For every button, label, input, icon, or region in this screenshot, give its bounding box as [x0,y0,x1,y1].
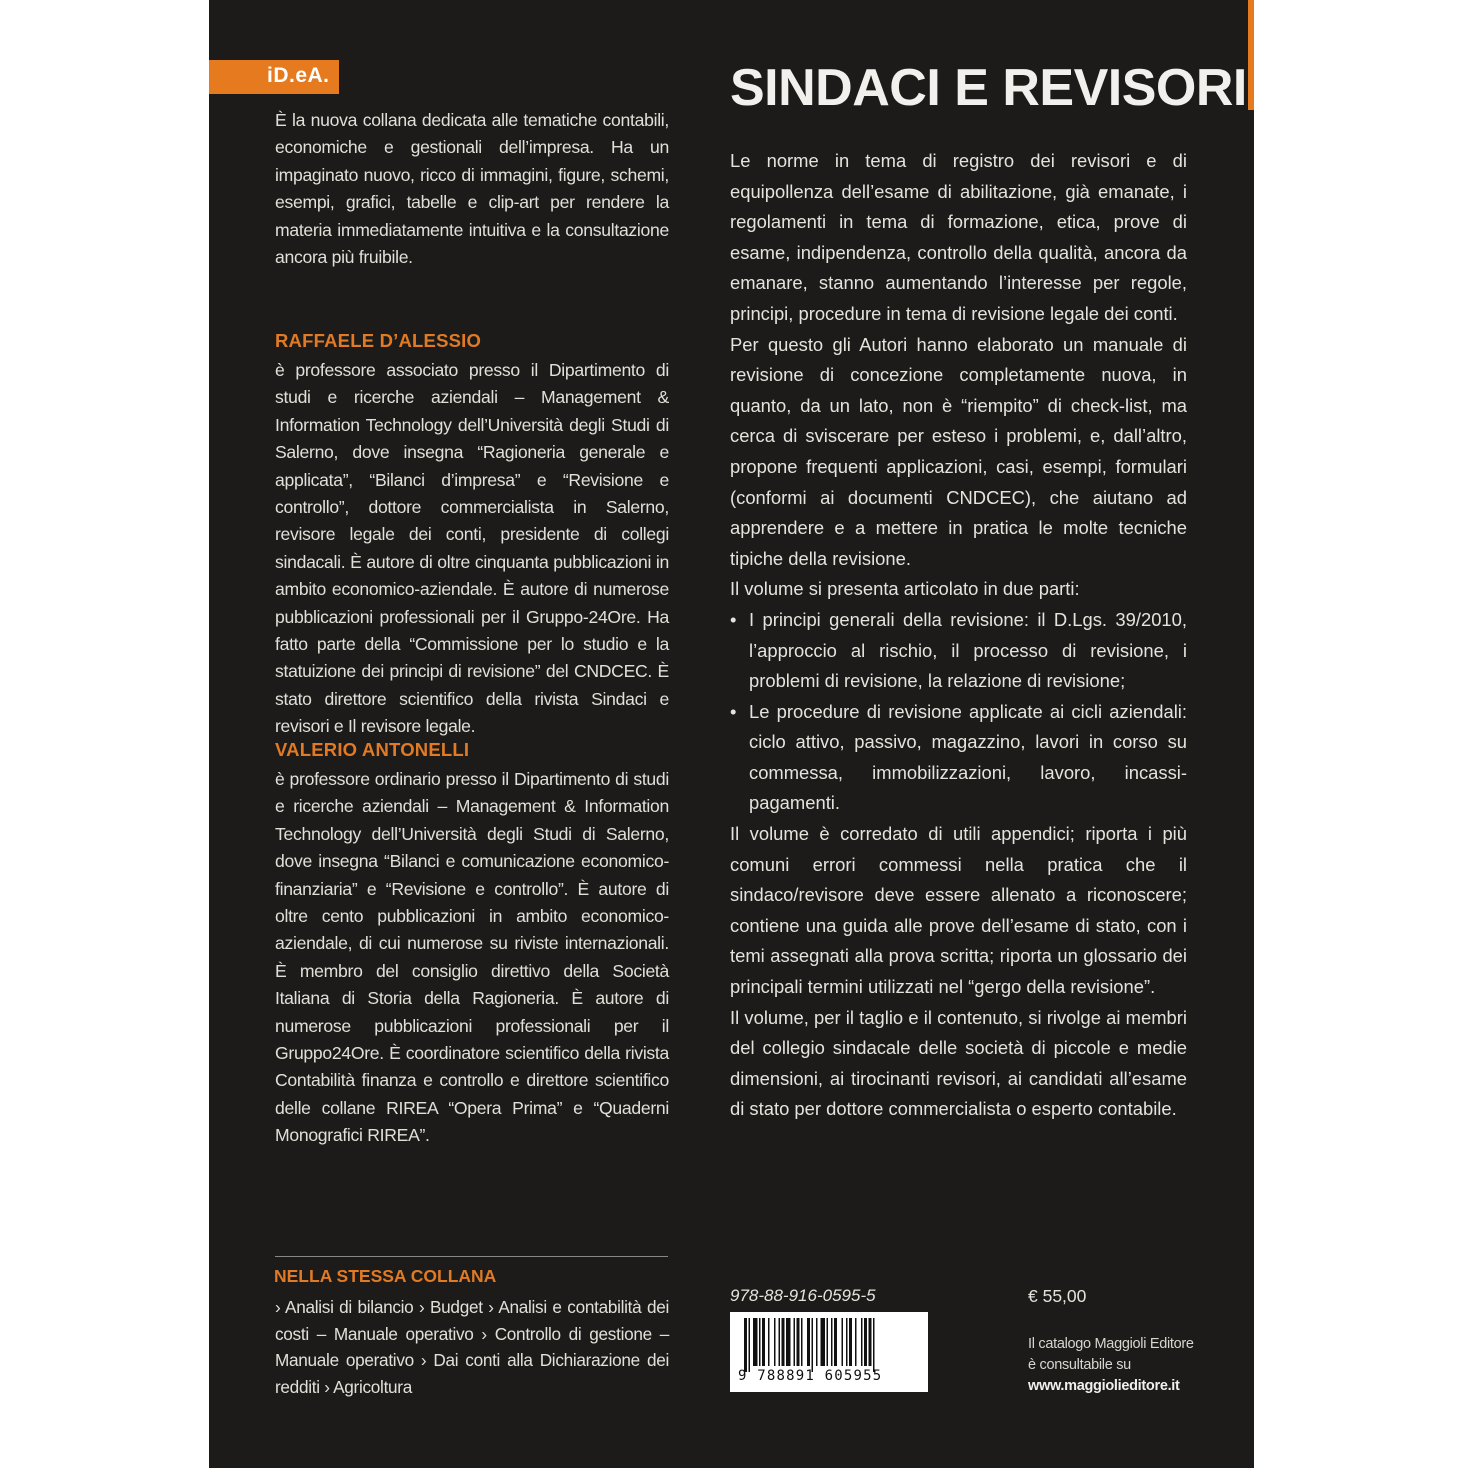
price: € 55,00 [1028,1286,1087,1306]
barcode-bar [779,1318,781,1366]
author-bio-dalessio: è professore associato presso il Dipartimento di studi e ricerche aziendali – Management & Information Technology dell’Università degli Studi di Salerno, dove insegna “Ragioneria generale e applicata”, “Bilanci d’impresa” e “Revisione e controllo”, dottore commercialista in Salerno, revisore legale dei conti, presidente di collegi sindacali. È autore di oltre cinquanta pubblicazioni in ambito economico-aziendale. È autore di numerose pubblicazioni professionali per il Gruppo-24Ore. Ha fatto parte della “Commissione per lo studio e la statuizione dei principi di revisione” del CNDCEC. È stato direttore scientifico della rivista Sindaci e revisori e Il revisore legale. [275,360,669,737]
barcode-bar [762,1318,765,1366]
barcode-bar [801,1318,803,1366]
bullet-icon: • [730,608,737,630]
barcode-bar [849,1318,852,1366]
barcode-digits: 9 788891 605955 [738,1368,883,1384]
synopsis-paragraph: Il volume è corredato di utili appendici; riporta i più comuni errori commessi nella pratica che il sindaco/revisore deve essere allenato a riconoscere; contiene una guida alle prove dell’esame di stato, con i temi assegnati alla prova scritta; riporta un glossario dei principali termini utilizzati nel “gergo della revisione”. [730,823,1187,998]
barcode-bar [827,1318,829,1366]
barcode-bar [812,1318,814,1372]
barcode-bar [774,1318,776,1366]
barcode-bar [821,1318,826,1366]
barcode-bar [834,1318,837,1366]
publisher-url: www.maggiolieditore.it [1028,1378,1180,1394]
barcode-bar [869,1318,872,1366]
barcode-bar [759,1318,761,1366]
author-name-dalessio: RAFFAELE D’ALESSIO [275,330,482,351]
barcode-bar [782,1318,785,1366]
list-item [730,697,1187,819]
list-item-text: I principi generali della revisione: il D.Lgs. 39/2010, l’approccio al rischio, il processo di revisione, i problemi di revisione, la relazione di revisione; [749,608,1187,692]
barcode-bar [744,1318,747,1372]
barcode-bar [842,1318,844,1366]
barcode-bar [797,1318,800,1366]
series-tab [209,60,339,94]
series-description: È la nuova collana dedicata alle tematiche contabili, economiche e gestionali dell’impresa. Ha un impaginato nuovo, ricco di immagini, figure, schemi, esempi, grafici, tabelle e clip-art per rendere la materia immediatamente intuitiva e la consultazione ancora più fruibile. [275,110,669,268]
series-logo-label: iD.eA. [267,64,330,87]
divider [275,1256,668,1257]
bullet-icon: • [730,700,737,722]
book-back-cover [209,0,1254,1468]
barcode-bar [873,1318,875,1372]
synopsis-paragraph: Il volume, per il taglio e il contenuto, si rivolge ai membri del collegio sindacale delle società di piccole e medie dimensioni, ai tirocinanti revisori, ai candidati all’esame di stato per dottore commercialista o esperto contabile. [730,1006,1187,1120]
synopsis-paragraph: Il volume si presenta articolato in due parti: [730,578,1080,600]
barcode-bar [846,1318,848,1366]
barcode-bar [831,1318,833,1366]
synopsis-paragraph: Per questo gli Autori hanno elaborato un manuale di revisione di concezione completamente nuova, in quanto, da un lato, non è “riempito” di check-list, ma cerca di sviscerare per esteso i problemi, e, dall’altro, propone frequenti applicazioni, casi, esempi, formulari (conformi ai documenti CNDCEC), che aiutano ad apprendere e a mettere in pratica le molte tecniche tipiche della revisione. [730,333,1187,569]
barcode-bar [807,1318,810,1366]
catalog-text: Il catalogo Maggioli Editore [1028,1336,1194,1352]
catalog-info [1028,1334,1194,1397]
barcode [730,1312,928,1392]
book-title: SINDACI E REVISORI [730,59,1247,117]
synopsis-paragraph: Le norme in tema di registro dei revisori e di equipollenza dell’esame di abilitazione, già emanate, i regolamenti in tema di formazione, etica, prove di esame, indipendenza, controllo della qualità, ancora da emanare, stanno aumentando l’interesse per regole, principi, procedure in tema di revisione legale dei conti. [730,150,1187,324]
book-synopsis [730,146,1187,1125]
isbn-text: 978-88-916-0595-5 [730,1286,876,1305]
author-bio-antonelli: è professore ordinario presso il Dipartimento di studi e ricerche aziendali – Management & Information Technology dell’Università degli Studi di Salerno, dove insegna “Bilanci e comunicazione economico-finanziaria” e “Revisione e controllo”. È autore di oltre cento pubblicazioni in ambito economico-aziendale, di cui numerose su riviste internazionali. È membro del consiglio direttivo della Società Italiana di Storia della Ragioneria. È autore di numerose pubblicazioni professionali per il Gruppo24Ore. È coordinatore scientifico della rivista Contabilità finanza e controllo e direttore scientifico delle collane RIREA “Opera Prima” e “Quaderni Monografici RIREA”. [275,769,669,1146]
barcode-bar [855,1318,857,1366]
catalog-text: è consultabile su [1028,1357,1131,1373]
barcode-bar [816,1318,818,1366]
barcode-bar [753,1318,758,1366]
orange-edge-stripe [1248,0,1254,110]
barcode-bar [768,1318,770,1366]
same-series-heading: NELLA STESSA COLLANA [274,1266,497,1286]
barcode-bar [861,1318,863,1366]
barcode-bar [786,1318,791,1366]
list-item-text: Le procedure di revisione applicate ai cicli aziendali: ciclo attivo, passivo, magazzino, lavori in corso su commessa, immobilizzazioni, lavoro, incassi-pagamenti. [749,700,1187,814]
barcode-bar [864,1318,867,1366]
synopsis-bullet-list [730,605,1187,819]
barcode-bar [794,1318,796,1366]
author-name-antonelli: VALERIO ANTONELLI [275,739,470,760]
same-series-list: › Analisi di bilancio › Budget › Analisi e contabilità dei costi – Manuale operativo › Controllo di gestione – Manuale operativo › Dai conti alla Dichiarazione dei redditi › Agricoltura [275,1297,669,1397]
list-item [730,605,1187,697]
barcode-bar [749,1318,751,1372]
